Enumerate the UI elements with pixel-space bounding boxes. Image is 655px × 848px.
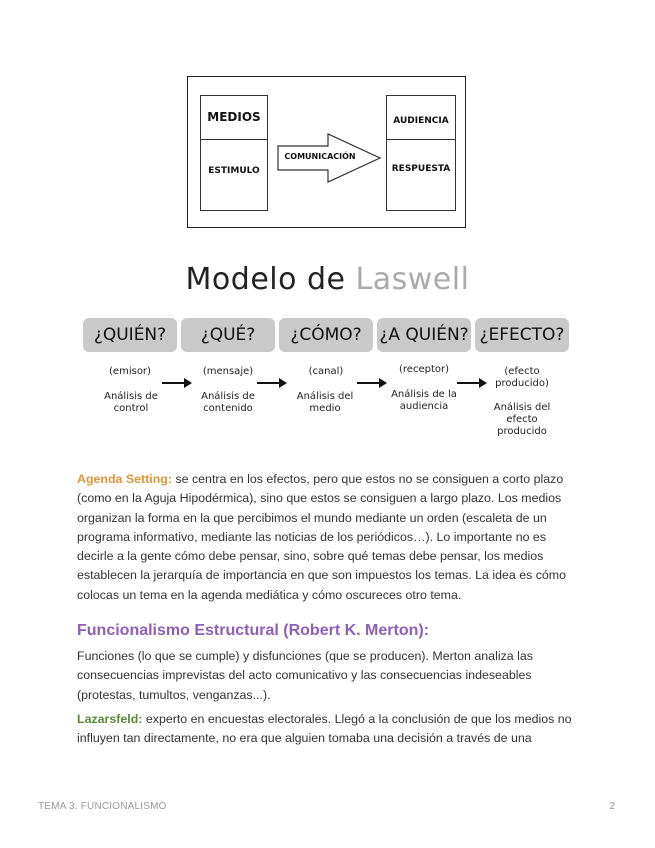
analysis-audiencia: Análisis de la audiencia xyxy=(391,389,457,412)
role-canal: (canal) xyxy=(308,366,344,377)
flow-arrow-2 xyxy=(257,382,285,384)
funcionalismo-heading: Funcionalismo Estructural (Robert K. Merton): xyxy=(77,622,430,639)
media-communication-diagram xyxy=(187,76,466,228)
laswell-title xyxy=(0,262,655,297)
analysis-control: Análisis de control xyxy=(104,391,158,414)
analysis-medio: Análisis del medio xyxy=(296,391,354,414)
role-efecto: (efecto producido) xyxy=(495,366,549,389)
lazarsfeld-paragraph xyxy=(77,710,582,749)
question-box-efecto: ¿EFECTO? xyxy=(475,318,569,352)
audiencia-box xyxy=(386,95,456,211)
estimulo-label: ESTIMULO xyxy=(208,166,260,176)
question-box-a-quien: ¿A QUIÉN? xyxy=(377,318,471,352)
medios-box xyxy=(200,95,268,211)
question-box-que: ¿QUÉ? xyxy=(181,318,275,352)
question-box-como: ¿CÓMO? xyxy=(279,318,373,352)
laswell-title-light: Laswell xyxy=(355,262,470,297)
agenda-setting-paragraph xyxy=(77,470,582,605)
flow-arrow-3 xyxy=(357,382,385,384)
flow-arrow-4 xyxy=(457,382,485,384)
role-receptor: (receptor) xyxy=(399,364,449,375)
agenda-setting-label: Agenda Setting: xyxy=(77,472,172,486)
lazarsfeld-label: Lazarsfeld: xyxy=(77,712,143,726)
role-mensaje: (mensaje) xyxy=(202,366,254,377)
flow-arrow-1 xyxy=(162,382,190,384)
agenda-setting-text: se centra en los efectos, pero que estos no se consiguen a corto plazo (como en la Aguja Hipodérmica), sino que estos se consiguen a largo plazo. Los medios organizan la forma en la que percibimos el mundo mediante un orden (escaleta de un programa informativo, mediante las noticias de los periódicos…). Lo importante no es decirle a la gente cómo debe pensar, sino, sobre qué temas debe pensar, los medios establecen la jerarquía de importancia en que son impuestos los temas. La idea es cómo colocas un tema en la agenda mediática y cómo oscureces otro tema. xyxy=(77,472,567,602)
funciones-paragraph: Funciones (lo que se cumple) y disfunciones (que se producen). Merton analiza las consecuencias imprevistas del acto comunicativo y las consecuencias indeseables (protestas, tumultos, venganzas...). xyxy=(77,649,533,702)
footer-chapter: TEMA 3: FUNCIONALISMO xyxy=(38,801,167,812)
analysis-contenido: Análisis de contenido xyxy=(201,391,255,414)
role-emisor: (emisor) xyxy=(109,366,151,377)
page-number: 2 xyxy=(609,801,615,812)
lazarsfeld-text: experto en encuestas electorales. Llegó a la conclusión de que los medios no influyen tan directamente, no era que alguien tomaba una decisión a través de una xyxy=(77,712,572,746)
laswell-title-main: Modelo de xyxy=(185,262,356,297)
medios-label: MEDIOS xyxy=(207,110,261,124)
analysis-efecto: Análisis del efecto producido xyxy=(493,402,551,437)
question-box-quien: ¿QUIÉN? xyxy=(83,318,177,352)
respuesta-label: RESPUESTA xyxy=(391,164,451,174)
audiencia-label: AUDIENCIA xyxy=(393,116,449,126)
comunicacion-label: COMUNICACIÓN xyxy=(284,152,356,161)
